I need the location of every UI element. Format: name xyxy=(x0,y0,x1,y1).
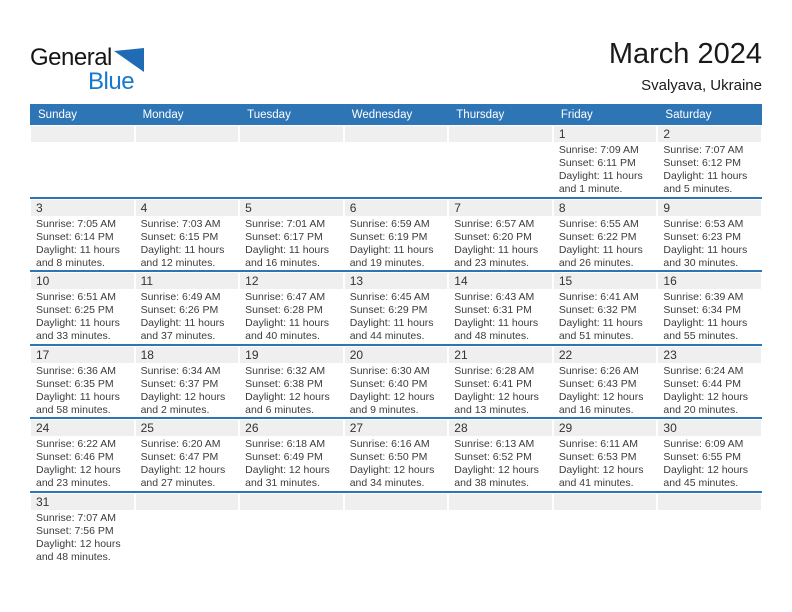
day-cell-15 xyxy=(553,272,658,344)
sunrise-text: Sunrise: 6:59 AM xyxy=(349,217,430,230)
day-number: 2 xyxy=(658,126,761,142)
sunrise-text: Sunrise: 6:20 AM xyxy=(140,438,221,450)
sunrise-text: Sunrise: 6:53 AM xyxy=(663,217,744,230)
day-number xyxy=(345,494,448,510)
weekday-header-friday: Friday xyxy=(560,108,593,121)
day-cell-30 xyxy=(657,419,762,491)
sunrise-text: Sunrise: 6:55 AM xyxy=(558,217,639,230)
day-number: 6 xyxy=(345,200,448,216)
day-details xyxy=(554,436,657,490)
sunrise-text: Sunrise: 6:36 AM xyxy=(36,364,116,377)
daylight-text: Daylight: 11 hours and 58 minutes. xyxy=(36,390,120,416)
day-cell-empty xyxy=(135,493,240,567)
weekday-header-tuesday: Tuesday xyxy=(247,108,291,121)
daylight-text: Daylight: 12 hours and 2 minutes. xyxy=(140,390,226,416)
day-details xyxy=(240,363,343,417)
day-details xyxy=(345,436,448,490)
day-details xyxy=(658,216,761,270)
day-cell-empty xyxy=(344,493,449,567)
sunset-text: Sunset: 6:14 PM xyxy=(36,230,114,243)
daylight-text: Daylight: 12 hours and 13 minutes. xyxy=(454,390,539,416)
sunset-text: Sunset: 6:15 PM xyxy=(140,230,219,243)
day-cell-24 xyxy=(30,419,135,491)
day-cell-19 xyxy=(239,346,344,418)
day-number xyxy=(449,126,552,142)
sunrise-text: Sunrise: 6:41 AM xyxy=(558,291,639,303)
day-details xyxy=(136,436,239,490)
day-cell-6 xyxy=(344,199,449,271)
day-cell-empty xyxy=(448,493,553,567)
sunset-text: Sunset: 6:50 PM xyxy=(349,451,428,463)
day-cell-empty xyxy=(344,125,449,197)
day-number xyxy=(449,494,552,510)
day-details xyxy=(345,216,448,270)
day-number: 4 xyxy=(136,200,239,216)
day-cell-3 xyxy=(30,199,135,271)
sunrise-text: Sunrise: 6:51 AM xyxy=(36,291,116,303)
weekday-header-sunday: Sunday xyxy=(38,108,78,121)
daylight-text: Daylight: 12 hours and 48 minutes. xyxy=(36,537,121,563)
day-cell-16 xyxy=(657,272,762,344)
weekday-header-thursday: Thursday xyxy=(456,108,505,121)
sunset-text: Sunset: 6:32 PM xyxy=(558,304,637,316)
day-cell-empty xyxy=(239,125,344,197)
sunset-text: Sunset: 6:12 PM xyxy=(663,157,742,169)
day-details xyxy=(658,142,761,196)
day-number xyxy=(345,126,448,142)
day-number: 24 xyxy=(31,420,134,436)
sunrise-text: Sunrise: 6:11 AM xyxy=(558,438,639,450)
daylight-text: Daylight: 12 hours and 38 minutes. xyxy=(454,464,539,489)
day-cell-14 xyxy=(448,272,553,344)
day-number xyxy=(31,126,134,142)
day-details xyxy=(31,436,134,490)
day-cell-empty xyxy=(30,125,135,197)
sunset-text: Sunset: 7:56 PM xyxy=(36,524,114,537)
sunset-text: Sunset: 6:34 PM xyxy=(663,304,742,316)
sunset-text: Sunset: 6:43 PM xyxy=(558,377,637,390)
day-number: 16 xyxy=(658,273,761,289)
sunset-text: Sunset: 6:53 PM xyxy=(558,451,637,463)
day-number xyxy=(136,126,239,142)
sunrise-text: Sunrise: 7:09 AM xyxy=(558,144,639,156)
sunset-text: Sunset: 6:11 PM xyxy=(558,157,636,169)
day-details xyxy=(240,216,343,270)
daylight-text: Daylight: 11 hours and 33 minutes. xyxy=(36,317,120,342)
daylight-text: Daylight: 12 hours and 31 minutes. xyxy=(245,464,330,489)
daylight-text: Daylight: 11 hours and 30 minutes. xyxy=(663,243,748,269)
sunset-text: Sunset: 6:26 PM xyxy=(140,304,219,316)
day-number: 23 xyxy=(658,347,761,363)
weeks-container xyxy=(30,125,762,566)
week-row-2 xyxy=(30,199,762,273)
sunrise-text: Sunrise: 7:07 AM xyxy=(36,511,116,524)
daylight-text: Daylight: 11 hours and 23 minutes. xyxy=(454,243,539,269)
daylight-text: Daylight: 12 hours and 23 minutes. xyxy=(36,464,121,489)
day-number: 3 xyxy=(31,200,134,216)
sunset-text: Sunset: 6:41 PM xyxy=(454,377,532,390)
daylight-text: Daylight: 11 hours and 37 minutes. xyxy=(140,317,225,342)
day-cell-empty xyxy=(239,493,344,567)
day-number: 20 xyxy=(345,347,448,363)
sunset-text: Sunset: 6:46 PM xyxy=(36,451,114,463)
sunset-text: Sunset: 6:29 PM xyxy=(349,304,428,316)
sunrise-text: Sunrise: 7:01 AM xyxy=(245,217,326,230)
day-details xyxy=(345,289,448,343)
sunset-text: Sunset: 6:17 PM xyxy=(245,230,323,243)
day-cell-18 xyxy=(135,346,240,418)
sunrise-text: Sunrise: 6:47 AM xyxy=(245,291,326,303)
sunset-text: Sunset: 6:20 PM xyxy=(454,230,532,243)
daylight-text: Daylight: 11 hours and 8 minutes. xyxy=(36,243,120,269)
day-number: 17 xyxy=(31,347,134,363)
day-number: 11 xyxy=(136,273,239,289)
day-number: 25 xyxy=(136,420,239,436)
sunrise-text: Sunrise: 6:34 AM xyxy=(140,364,221,377)
day-cell-empty xyxy=(553,493,658,567)
daylight-text: Daylight: 12 hours and 41 minutes. xyxy=(558,464,644,489)
weekday-header-wednesday: Wednesday xyxy=(351,108,413,121)
daylight-text: Daylight: 11 hours and 1 minute. xyxy=(558,170,643,195)
day-details xyxy=(136,289,239,343)
day-details xyxy=(658,436,761,490)
daylight-text: Daylight: 11 hours and 55 minutes. xyxy=(663,317,748,342)
day-cell-8 xyxy=(553,199,658,271)
sunrise-text: Sunrise: 7:05 AM xyxy=(36,217,116,230)
sunset-text: Sunset: 6:28 PM xyxy=(245,304,323,316)
daylight-text: Daylight: 11 hours and 26 minutes. xyxy=(558,243,643,269)
sunset-text: Sunset: 6:22 PM xyxy=(558,230,637,243)
page-title: March 2024 xyxy=(608,38,762,70)
daylight-text: Daylight: 12 hours and 16 minutes. xyxy=(558,390,644,416)
day-number: 9 xyxy=(658,200,761,216)
sunrise-text: Sunrise: 6:09 AM xyxy=(663,438,744,450)
day-cell-5 xyxy=(239,199,344,271)
general-blue-logo xyxy=(30,46,230,93)
day-number: 27 xyxy=(345,420,448,436)
daylight-text: Daylight: 12 hours and 20 minutes. xyxy=(663,390,749,416)
day-details xyxy=(554,289,657,343)
daylight-text: Daylight: 12 hours and 34 minutes. xyxy=(349,464,435,489)
sunset-text: Sunset: 6:44 PM xyxy=(663,377,742,390)
sunset-text: Sunset: 6:40 PM xyxy=(349,377,428,390)
day-cell-1 xyxy=(553,125,658,197)
sunrise-text: Sunrise: 6:39 AM xyxy=(663,291,744,303)
day-cell-2 xyxy=(657,125,762,197)
day-details xyxy=(345,363,448,417)
day-cell-21 xyxy=(448,346,553,418)
daylight-text: Daylight: 12 hours and 45 minutes. xyxy=(663,464,749,489)
sunrise-text: Sunrise: 6:43 AM xyxy=(454,291,535,303)
daylight-text: Daylight: 12 hours and 9 minutes. xyxy=(349,390,435,416)
day-cell-23 xyxy=(657,346,762,418)
day-cell-empty xyxy=(657,493,762,567)
sunset-text: Sunset: 6:35 PM xyxy=(36,377,114,390)
calendar-grid xyxy=(30,104,762,566)
day-cell-25 xyxy=(135,419,240,491)
sunrise-text: Sunrise: 6:18 AM xyxy=(245,438,326,450)
day-number: 31 xyxy=(31,494,134,510)
day-number: 13 xyxy=(345,273,448,289)
sunrise-text: Sunrise: 6:32 AM xyxy=(245,364,326,377)
day-details xyxy=(31,363,134,417)
day-number: 28 xyxy=(449,420,552,436)
day-cell-27 xyxy=(344,419,449,491)
sunrise-text: Sunrise: 6:26 AM xyxy=(558,364,639,377)
day-cell-11 xyxy=(135,272,240,344)
daylight-text: Daylight: 11 hours and 16 minutes. xyxy=(245,243,329,269)
sunrise-text: Sunrise: 7:07 AM xyxy=(663,144,744,156)
day-number xyxy=(136,494,239,510)
sunrise-text: Sunrise: 7:03 AM xyxy=(140,217,221,230)
day-number: 14 xyxy=(449,273,552,289)
day-cell-29 xyxy=(553,419,658,491)
daylight-text: Daylight: 12 hours and 27 minutes. xyxy=(140,464,226,489)
sunrise-text: Sunrise: 6:45 AM xyxy=(349,291,430,303)
day-cell-10 xyxy=(30,272,135,344)
day-details xyxy=(31,216,134,270)
week-row-1 xyxy=(30,125,762,199)
day-details xyxy=(449,289,552,343)
day-details xyxy=(136,216,239,270)
day-cell-empty xyxy=(448,125,553,197)
sunrise-text: Sunrise: 6:49 AM xyxy=(140,291,221,303)
sunrise-text: Sunrise: 6:28 AM xyxy=(454,364,535,377)
day-number: 29 xyxy=(554,420,657,436)
sunset-text: Sunset: 6:37 PM xyxy=(140,377,219,390)
week-row-6 xyxy=(30,493,762,567)
title-block xyxy=(609,38,762,94)
daylight-text: Daylight: 11 hours and 48 minutes. xyxy=(454,317,539,342)
day-number: 8 xyxy=(554,200,657,216)
day-cell-13 xyxy=(344,272,449,344)
logo-text-blue: Blue xyxy=(88,68,135,95)
day-cell-26 xyxy=(239,419,344,491)
day-number xyxy=(240,126,343,142)
day-number: 5 xyxy=(240,200,343,216)
day-details xyxy=(31,289,134,343)
day-details xyxy=(554,363,657,417)
day-number: 30 xyxy=(658,420,761,436)
day-number: 1 xyxy=(554,126,657,142)
day-cell-12 xyxy=(239,272,344,344)
sunset-text: Sunset: 6:38 PM xyxy=(245,377,323,390)
sunrise-text: Sunrise: 6:24 AM xyxy=(663,364,744,377)
day-details xyxy=(240,289,343,343)
week-row-5 xyxy=(30,419,762,493)
day-cell-9 xyxy=(657,199,762,271)
day-number: 10 xyxy=(31,273,134,289)
sunset-text: Sunset: 6:23 PM xyxy=(663,230,742,243)
day-number: 19 xyxy=(240,347,343,363)
daylight-text: Daylight: 11 hours and 51 minutes. xyxy=(558,317,643,342)
daylight-text: Daylight: 11 hours and 12 minutes. xyxy=(140,243,225,269)
day-number: 12 xyxy=(240,273,343,289)
day-number xyxy=(240,494,343,510)
day-cell-7 xyxy=(448,199,553,271)
day-details xyxy=(31,510,134,564)
daylight-text: Daylight: 11 hours and 44 minutes. xyxy=(349,317,434,342)
page-subtitle: Svalyava, Ukraine xyxy=(641,77,762,94)
day-details xyxy=(449,216,552,270)
sunset-text: Sunset: 6:47 PM xyxy=(140,451,219,463)
sunset-text: Sunset: 6:25 PM xyxy=(36,304,114,316)
logo-text-general: General xyxy=(30,44,112,71)
day-cell-4 xyxy=(135,199,240,271)
daylight-text: Daylight: 11 hours and 40 minutes. xyxy=(245,317,329,342)
day-number xyxy=(658,494,761,510)
day-number: 26 xyxy=(240,420,343,436)
weekday-header-monday: Monday xyxy=(142,108,184,121)
sunrise-text: Sunrise: 6:16 AM xyxy=(349,438,430,450)
sunset-text: Sunset: 6:55 PM xyxy=(663,451,742,463)
sunset-text: Sunset: 6:49 PM xyxy=(245,451,323,463)
weekday-header-row xyxy=(30,104,762,125)
day-cell-17 xyxy=(30,346,135,418)
weekday-header-saturday: Saturday xyxy=(665,108,712,121)
day-cell-31 xyxy=(30,493,135,567)
sunrise-text: Sunrise: 6:22 AM xyxy=(36,438,116,450)
week-row-4 xyxy=(30,346,762,420)
day-number xyxy=(554,494,657,510)
day-details xyxy=(449,363,552,417)
daylight-text: Daylight: 12 hours and 6 minutes. xyxy=(245,390,330,416)
day-number: 21 xyxy=(449,347,552,363)
sunset-text: Sunset: 6:52 PM xyxy=(454,451,532,463)
day-number: 7 xyxy=(449,200,552,216)
day-number: 18 xyxy=(136,347,239,363)
day-details xyxy=(658,289,761,343)
day-number: 22 xyxy=(554,347,657,363)
day-details xyxy=(449,436,552,490)
sunset-text: Sunset: 6:31 PM xyxy=(454,304,532,316)
day-cell-28 xyxy=(448,419,553,491)
day-number: 15 xyxy=(554,273,657,289)
daylight-text: Daylight: 11 hours and 19 minutes. xyxy=(349,243,434,269)
day-details xyxy=(240,436,343,490)
day-details xyxy=(554,142,657,196)
sunrise-text: Sunrise: 6:13 AM xyxy=(454,438,535,450)
sunrise-text: Sunrise: 6:57 AM xyxy=(454,217,535,230)
week-row-3 xyxy=(30,272,762,346)
sunset-text: Sunset: 6:19 PM xyxy=(349,230,428,243)
daylight-text: Daylight: 11 hours and 5 minutes. xyxy=(663,170,748,195)
day-cell-22 xyxy=(553,346,658,418)
sunrise-text: Sunrise: 6:30 AM xyxy=(349,364,430,377)
day-details xyxy=(658,363,761,417)
day-cell-20 xyxy=(344,346,449,418)
day-details xyxy=(136,363,239,417)
day-details xyxy=(554,216,657,270)
day-cell-empty xyxy=(135,125,240,197)
